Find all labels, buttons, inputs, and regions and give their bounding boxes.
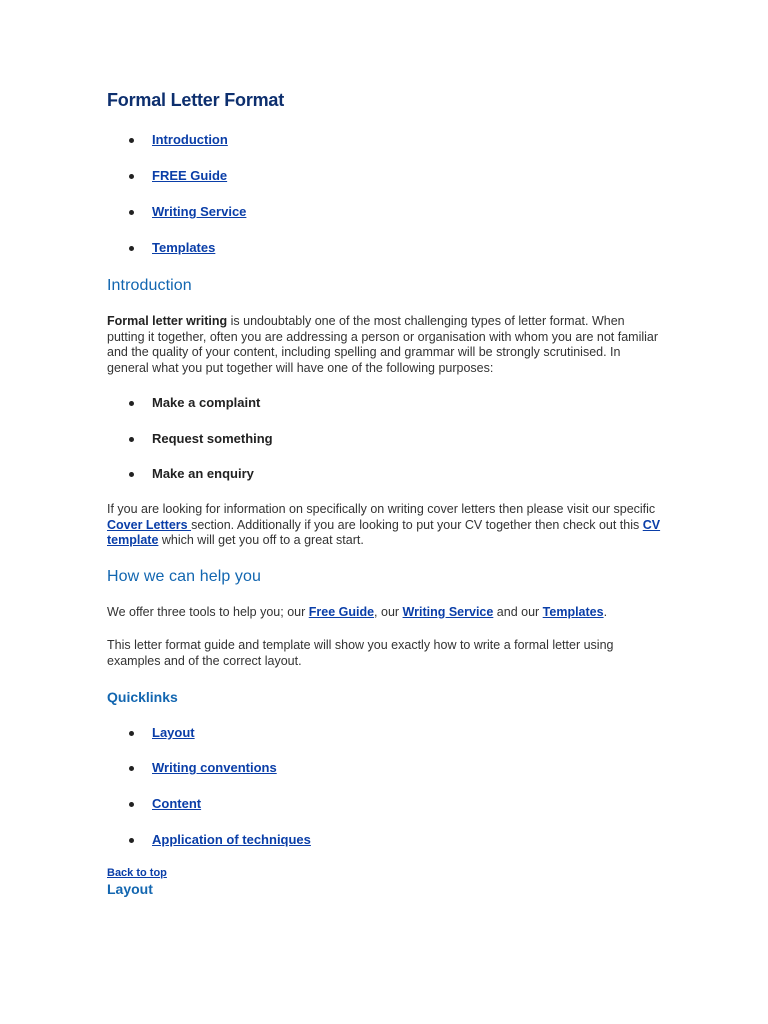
cover-letters-paragraph: [107, 502, 662, 549]
bullet-icon: [129, 174, 134, 179]
tools-text-3: and our: [493, 605, 543, 619]
purpose-label: Request something: [152, 431, 273, 446]
page-title: Formal Letter Format: [107, 90, 285, 110]
toc-link-templates[interactable]: Templates: [152, 240, 216, 255]
cover-text-3: which will get you off to a great start.: [158, 533, 364, 547]
cv-template-link[interactable]: CV template: [107, 517, 661, 547]
lead-text: is undoubtably one of the most challenging types of letter format. When putting it together, often you are addressing a person or organisation with whom you are not familiar and the quality of your content, including spelling and grammar will be strongly scrutinised. In general what you put together will have one of the following purposes:: [107, 314, 659, 375]
cover-text-1: If you are looking for information on specifically on writing cover letters then please visit our specific: [107, 502, 656, 516]
tools-paragraph: [107, 605, 662, 621]
toc-link-free-guide[interactable]: FREE Guide: [152, 168, 228, 183]
bullet-icon: [129, 802, 134, 807]
bullet-icon: [129, 437, 134, 442]
introduction-heading: Introduction: [107, 277, 192, 294]
purpose-label: Make an enquiry: [152, 466, 254, 481]
bullet-icon: [129, 838, 134, 843]
quicklink-content[interactable]: Content: [152, 796, 202, 811]
back-to-top-link[interactable]: Back to top: [107, 867, 167, 879]
bullet-icon: [129, 246, 134, 251]
tools-text-2: , our: [374, 605, 403, 619]
writing-service-link[interactable]: Writing Service: [402, 605, 494, 619]
help-heading: How we can help you: [107, 568, 261, 585]
templates-link[interactable]: Templates: [542, 605, 604, 619]
tools-text-4: .: [603, 605, 608, 619]
toc-link-introduction[interactable]: Introduction: [152, 132, 228, 147]
quicklink-layout[interactable]: Layout: [152, 725, 195, 740]
free-guide-link[interactable]: Free Guide: [308, 605, 375, 619]
bullet-icon: [129, 401, 134, 406]
layout-heading: Layout: [107, 881, 153, 897]
tools-text-1: We offer three tools to help you; our: [107, 605, 309, 619]
bullet-icon: [129, 210, 134, 215]
bullet-icon: [129, 472, 134, 477]
quicklinks-heading: Quicklinks: [107, 689, 178, 705]
cover-text-2: section. Additionally if you are looking to put your CV together then check out this: [191, 517, 643, 532]
introduction-paragraph: [107, 314, 662, 376]
guide-paragraph: This letter format guide and template will show you exactly how to write a formal letter using examples and of the correct layout.: [107, 638, 614, 668]
toc-link-writing-service[interactable]: Writing Service: [152, 204, 247, 219]
quicklink-application-of-techniques[interactable]: Application of techniques: [152, 832, 311, 847]
quicklink-writing-conventions[interactable]: Writing conventions: [152, 760, 277, 775]
bullet-icon: [129, 731, 134, 736]
bullet-icon: [129, 766, 134, 771]
purpose-label: Make a complaint: [152, 395, 261, 410]
bullet-icon: [129, 138, 134, 143]
lead-bold-text: Formal letter writing: [107, 314, 228, 328]
cover-letters-link[interactable]: Cover Letters: [107, 517, 192, 532]
